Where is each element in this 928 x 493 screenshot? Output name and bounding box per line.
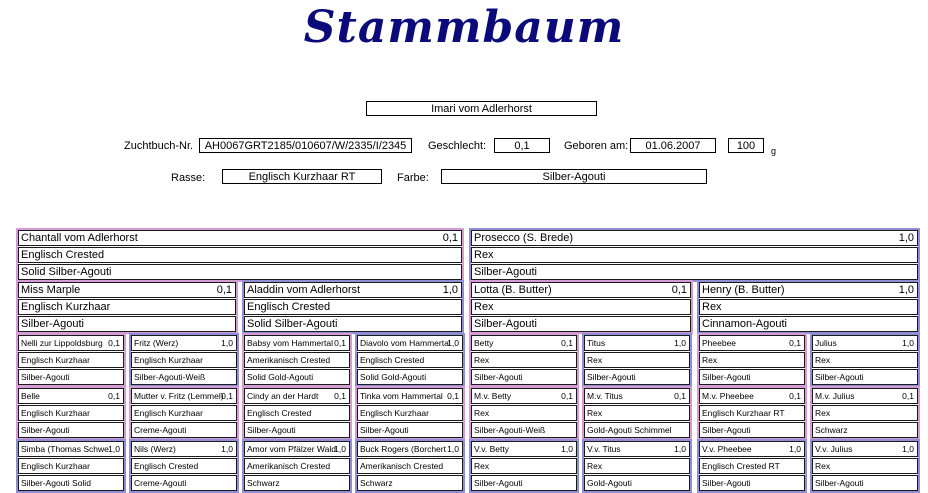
animal-breed: Rex [702, 301, 722, 313]
animal-color: Gold-Agouti Schimmel [587, 425, 672, 435]
animal-color: Silber-Agouti [815, 372, 864, 382]
animal-breed: Rex [815, 461, 831, 471]
animal-name: Prosecco (S. Brede) [474, 232, 574, 244]
animal-breed: Rex [815, 408, 831, 418]
animal-breed: Rex [474, 355, 490, 365]
grandparent-2 [242, 280, 464, 334]
animal-name: Belle [21, 391, 40, 401]
ancestor-box [469, 439, 579, 493]
gewicht-unit: g [771, 146, 777, 156]
animal-color: Silber-Agouti-Weiß [474, 425, 546, 435]
animal-sex: 1,0 [442, 284, 458, 296]
ancestor-box [129, 386, 239, 440]
ancestor-box [242, 439, 352, 493]
animal-breed: Rex [474, 249, 494, 261]
animal-sex: 1,0 [902, 338, 914, 348]
animal-name: Cindy an der Hardt [247, 391, 319, 401]
animal-breed: Englisch Kurzhaar [134, 408, 203, 418]
ancestor-box [469, 386, 579, 440]
ancestor-box [697, 333, 807, 387]
animal-breed: Rex [474, 461, 490, 471]
animal-breed: Englisch Crested [247, 301, 331, 313]
animal-sex: 1,0 [108, 444, 120, 454]
animal-breed: Englisch Kurzhaar [21, 461, 90, 471]
animal-name: M.v. Betty [474, 391, 512, 401]
animal-name: Betty [474, 338, 494, 348]
animal-color: Cinnamon-Agouti [702, 318, 787, 330]
animal-sex: 1,0 [447, 444, 459, 454]
page-title: Stammbaum [303, 2, 625, 53]
animal-name: Simba (Thomas Schwe [21, 444, 109, 454]
animal-sex: 0,1 [108, 338, 120, 348]
animal-name: Pheebee [702, 338, 737, 348]
animal-breed: Amerikanisch Crested [360, 461, 444, 471]
animal-breed: Englisch Kurzhaar [21, 301, 111, 313]
animal-sex: 1,0 [674, 338, 686, 348]
animal-sex: 1,0 [221, 444, 233, 454]
grandparent-4 [697, 280, 920, 334]
animal-breed: Englisch Crested [21, 249, 105, 261]
animal-sex: 0,1 [447, 391, 459, 401]
rasse-field: Englisch Kurzhaar RT [222, 169, 382, 184]
geschlecht-field: 0,1 [494, 138, 550, 153]
animal-breed: Rex [587, 355, 603, 365]
ancestor-box [810, 439, 920, 493]
rasse-label: Rasse: [171, 172, 206, 184]
animal-sex: 1,0 [221, 338, 233, 348]
animal-name: M.v. Titus [587, 391, 623, 401]
animal-name: Amor vom Pfälzer Wald [247, 444, 336, 454]
animal-name: Tinka vom Hammertal [360, 391, 443, 401]
animal-sex: 1,0 [902, 444, 914, 454]
animal-breed: Englisch Crested [360, 355, 425, 365]
animal-sex: 0,1 [789, 338, 801, 348]
animal-name: Lotta (B. Butter) [474, 284, 552, 296]
animal-name: V.v. Julius [815, 444, 853, 454]
animal-name: Buck Rogers (Borchert [360, 444, 446, 454]
animal-sex: 1,0 [898, 232, 914, 244]
animal-name: V.v. Pheebee [702, 444, 752, 454]
animal-sex: 0,1 [334, 338, 346, 348]
farbe-field: Silber-Agouti [441, 169, 707, 184]
zuchtbuch-label: Zuchtbuch-Nr. [124, 140, 194, 152]
parent-mother [16, 228, 464, 282]
animal-color: Solid Silber-Agouti [247, 318, 338, 330]
animal-color: Silber-Agouti-Weiß [134, 372, 206, 382]
animal-breed: Rex [587, 461, 603, 471]
animal-name: V.v. Betty [474, 444, 509, 454]
animal-name: Chantall vom Adlerhorst [21, 232, 138, 244]
animal-name: Mutter v. Fritz (Lemmel) [134, 391, 224, 401]
gewicht-field: 100 [728, 138, 764, 153]
ancestor-box [16, 333, 126, 387]
animal-color: Solid Gold-Agouti [247, 372, 314, 382]
animal-breed: Englisch Kurzhaar [21, 408, 90, 418]
animal-name: Nelli zur Lippoldsburg [21, 338, 103, 348]
geboren-label: Geboren am: [564, 140, 629, 152]
animal-name: V.v. Titus [587, 444, 621, 454]
ancestor-box [582, 386, 692, 440]
animal-color: Creme-Agouti [134, 478, 187, 488]
geschlecht-label: Geschlecht: [428, 140, 487, 152]
animal-breed: Rex [474, 408, 490, 418]
animal-name: Julius [815, 338, 837, 348]
animal-sex: 0,1 [902, 391, 914, 401]
animal-color: Silber-Agouti [587, 372, 636, 382]
grandparent-1 [16, 280, 238, 334]
animal-color: Silber-Agouti [474, 478, 523, 488]
animal-sex: 1,0 [789, 444, 801, 454]
animal-name-field: Imari vom Adlerhorst [366, 101, 597, 116]
animal-color: Silber-Agouti [702, 425, 751, 435]
zuchtbuch-field: AH0067GRT2185/010607/W/2335/I/2345 [199, 138, 412, 153]
animal-breed: Rex [815, 355, 831, 365]
animal-sex: 1,0 [561, 444, 573, 454]
animal-breed: Rex [587, 408, 603, 418]
ancestor-box [129, 439, 239, 493]
ancestor-box [355, 333, 465, 387]
animal-sex: 0,1 [442, 232, 458, 244]
grandparent-3 [469, 280, 693, 334]
animal-sex: 0,1 [221, 391, 233, 401]
geboren-field: 01.06.2007 [630, 138, 716, 153]
animal-color: Silber-Agouti [247, 425, 296, 435]
animal-sex: 0,1 [561, 338, 573, 348]
animal-color: Silber-Agouti [360, 425, 409, 435]
ancestor-box [810, 333, 920, 387]
animal-breed: Amerikanisch Crested [247, 461, 331, 471]
animal-sex: 0,1 [674, 391, 686, 401]
animal-name: Diavolo vom Hammertal [360, 338, 451, 348]
ancestor-box [16, 386, 126, 440]
ancestor-box [242, 386, 352, 440]
animal-sex: 0,1 [216, 284, 232, 296]
animal-sex: 0,1 [108, 391, 120, 401]
animal-color: Silber-Agouti [702, 372, 751, 382]
animal-sex: 1,0 [447, 338, 459, 348]
animal-color: Silber-Agouti [21, 372, 70, 382]
animal-color: Gold-Agouti [587, 478, 632, 488]
animal-breed: Englisch Crested [247, 408, 312, 418]
animal-breed: Rex [474, 301, 494, 313]
animal-name: Henry (B. Butter) [702, 284, 785, 296]
ancestor-box [697, 386, 807, 440]
animal-breed: Englisch Kurzhaar [21, 355, 90, 365]
animal-color: Silber-Agouti [21, 425, 70, 435]
animal-breed: Englisch Kurzhaar [360, 408, 429, 418]
animal-color: Schwarz [247, 478, 280, 488]
ancestor-box [697, 439, 807, 493]
ancestor-box [355, 439, 465, 493]
ancestor-box [129, 333, 239, 387]
animal-name: Aladdin vom Adlerhorst [247, 284, 361, 296]
animal-name: M.v. Julius [815, 391, 855, 401]
animal-breed: Rex [702, 355, 718, 365]
animal-breed: Englisch Kurzhaar [134, 355, 203, 365]
animal-color: Solid Silber-Agouti [21, 266, 112, 278]
animal-color: Silber-Agouti [21, 318, 84, 330]
animal-name: M.v. Pheebee [702, 391, 754, 401]
animal-sex: 0,1 [334, 391, 346, 401]
animal-sex: 0,1 [789, 391, 801, 401]
animal-color: Solid Gold-Agouti [360, 372, 427, 382]
farbe-label: Farbe: [397, 172, 429, 184]
ancestor-box [582, 333, 692, 387]
animal-breed: Englisch Crested [134, 461, 199, 471]
animal-color: Schwarz [360, 478, 393, 488]
animal-name: Fritz (Werz) [134, 338, 179, 348]
animal-color: Silber-Agouti [474, 266, 537, 278]
animal-sex: 0,1 [561, 391, 573, 401]
animal-name: Miss Marple [21, 284, 81, 296]
animal-sex: 1,0 [898, 284, 914, 296]
animal-color: Creme-Agouti [134, 425, 187, 435]
animal-color: Silber-Agouti [474, 372, 523, 382]
animal-name: Titus [587, 338, 606, 348]
animal-breed: Englisch Crested RT [702, 461, 780, 471]
animal-name: Nils (Werz) [134, 444, 176, 454]
ancestor-box [582, 439, 692, 493]
ancestor-box [242, 333, 352, 387]
animal-color: Schwarz [815, 425, 848, 435]
animal-color: Silber-Agouti [702, 478, 751, 488]
animal-sex: 1,0 [674, 444, 686, 454]
animal-color: Silber-Agouti [815, 478, 864, 488]
ancestor-box [16, 439, 126, 493]
animal-color: Silber-Agouti Solid [21, 478, 91, 488]
animal-name: Babsy vom Hammertal [247, 338, 333, 348]
parent-father [469, 228, 920, 282]
animal-sex: 0,1 [671, 284, 687, 296]
animal-color: Silber-Agouti [474, 318, 537, 330]
animal-breed: Amerikanisch Crested [247, 355, 331, 365]
ancestor-box [469, 333, 579, 387]
animal-breed: Englisch Kurzhaar RT [702, 408, 785, 418]
ancestor-box [355, 386, 465, 440]
ancestor-box [810, 386, 920, 440]
animal-sex: 1,0 [334, 444, 346, 454]
